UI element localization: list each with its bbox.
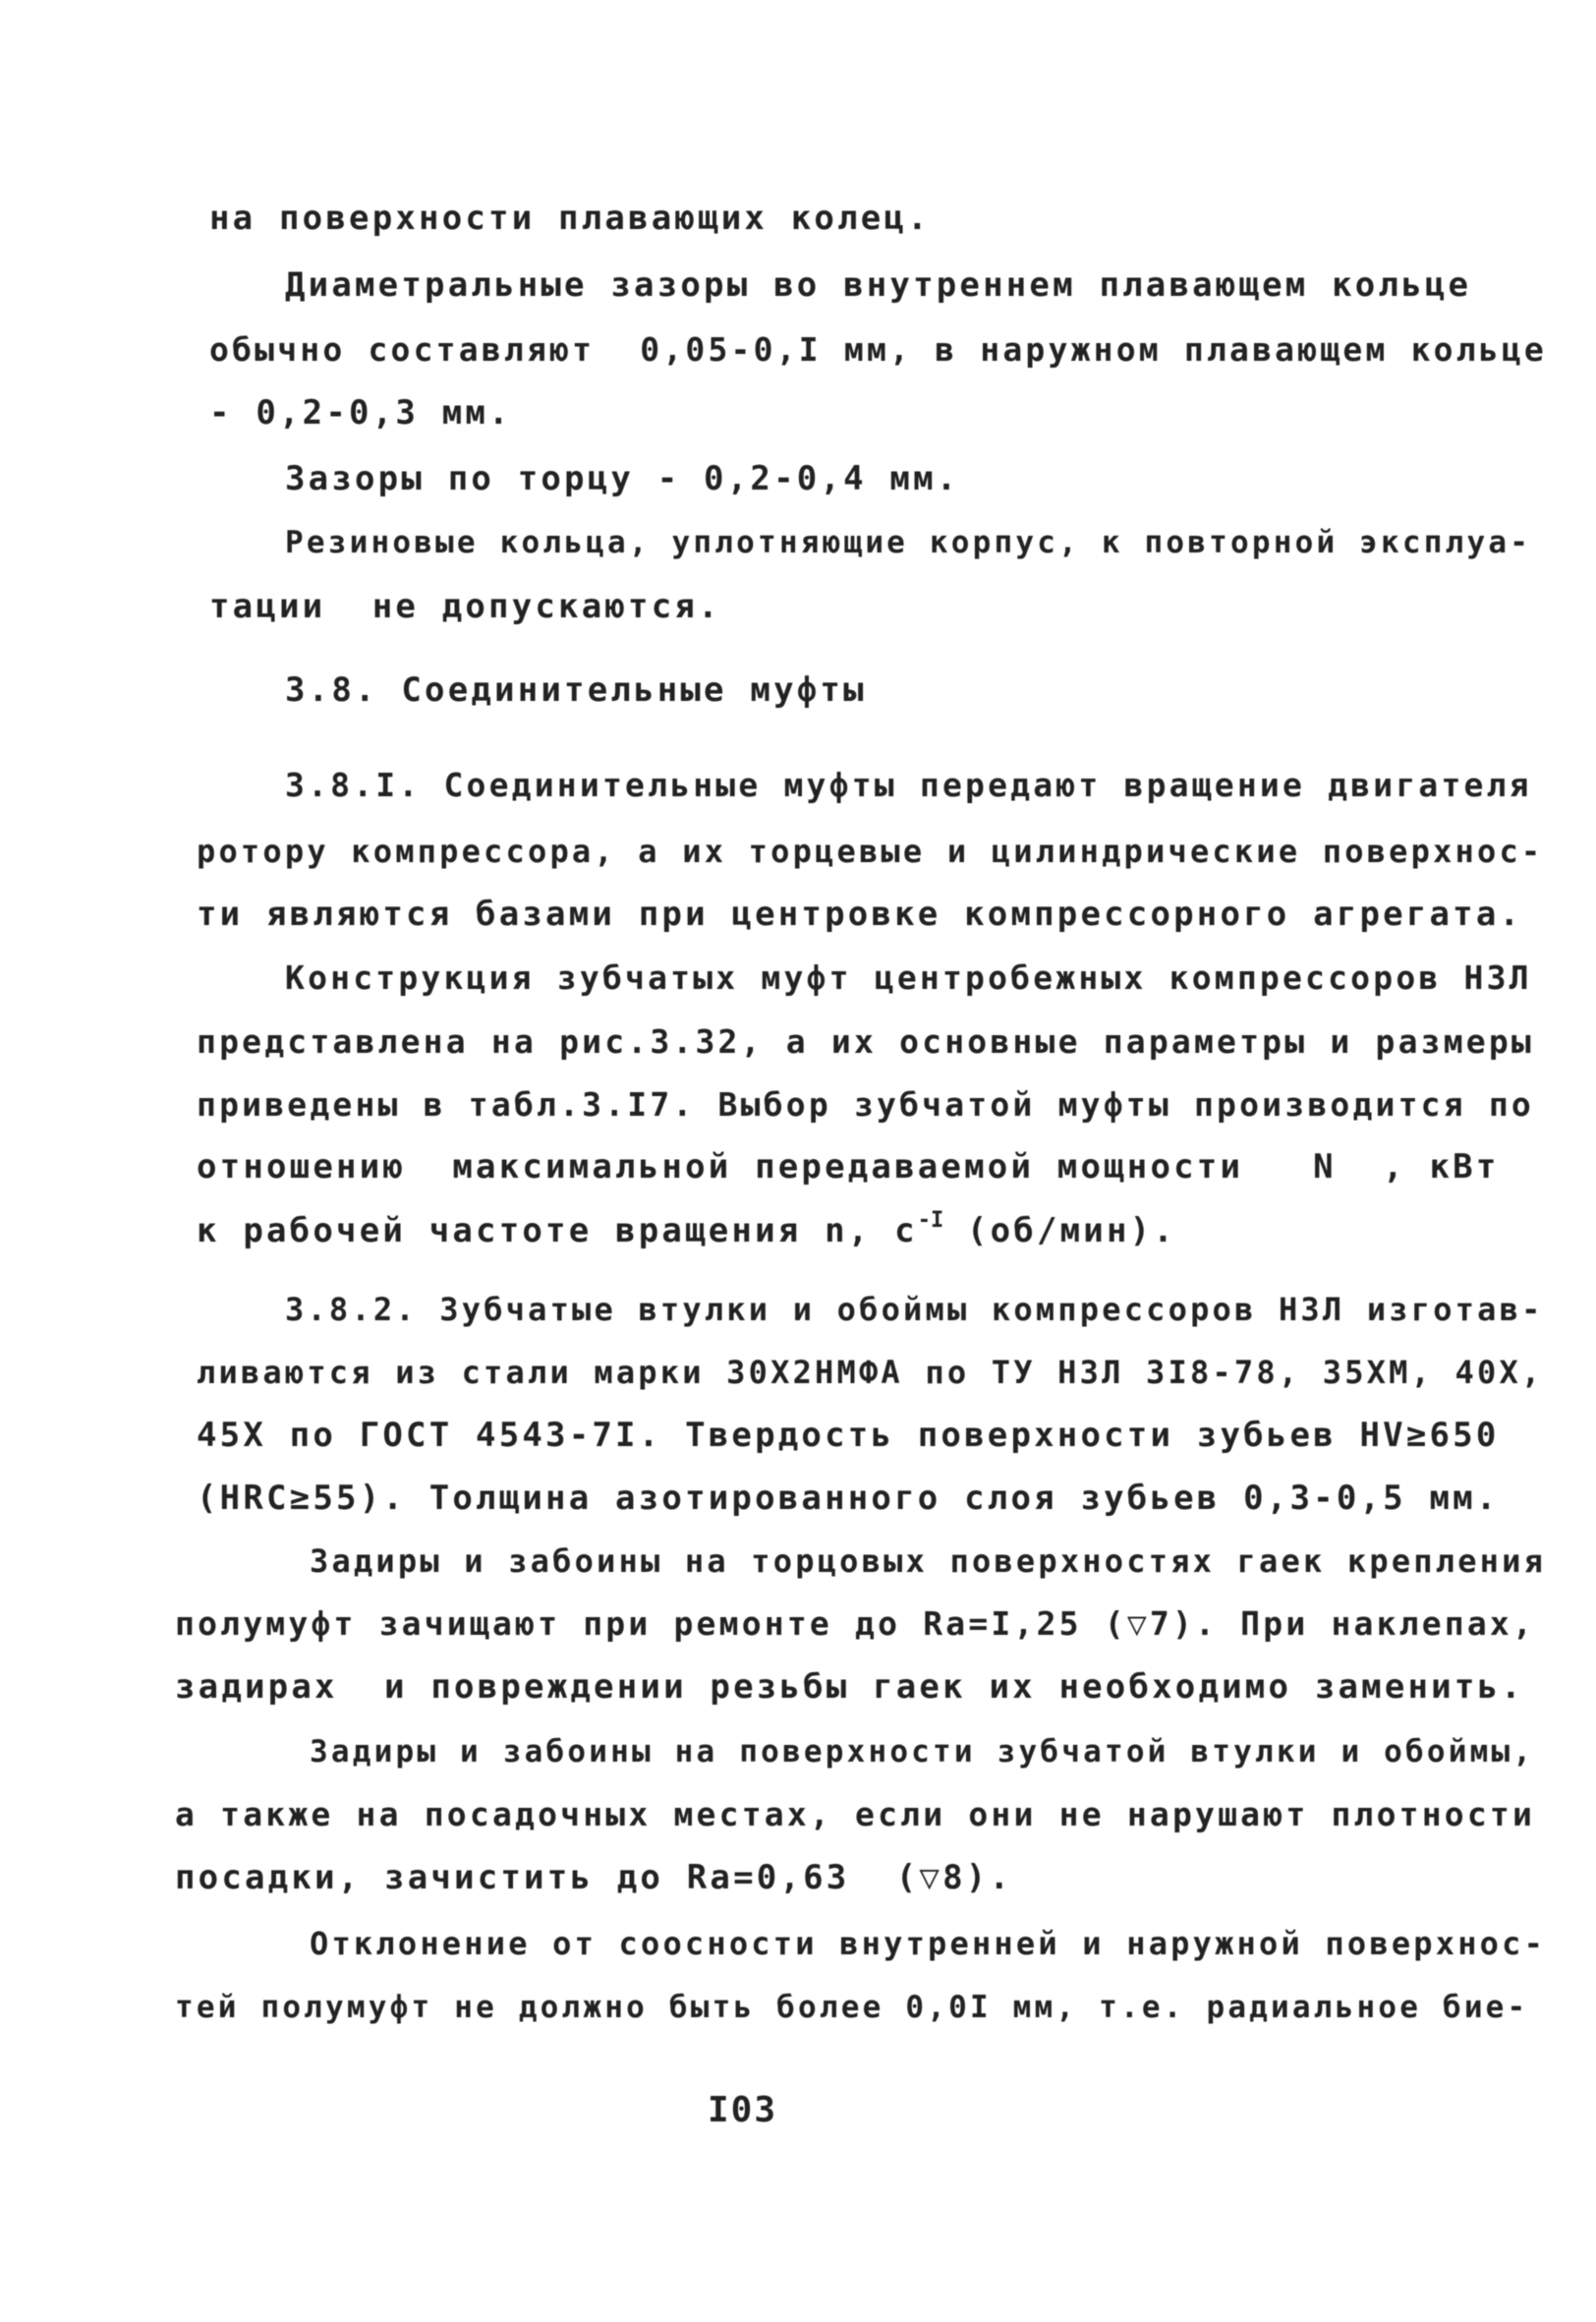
text-line: ливаются из стали марки 30Х2НМФА по ТУ НЗЛ 3I8-78, 35ХМ, 40Х,: [197, 1354, 1544, 1391]
text-line: (HRC≥55). Толщина азотированного слоя зубьев 0,3-0,5 мм.: [197, 1479, 1500, 1518]
text-line: Диаметральные зазоры во внутреннем плавающем кольце: [285, 265, 1472, 305]
text-line: Зазоры по торцу - 0,2-0,4 мм.: [285, 459, 960, 498]
text-line: полумуфт зачищают при ремонте до Ra=I,25 (▽7). При наклепах,: [175, 1604, 1536, 1643]
text-line: Конструкция зубчатых муфт центробежных компрессоров НЗЛ: [285, 958, 1532, 997]
text-line: посадки, зачистить до Ra=0,63 (▽8).: [175, 1858, 1013, 1897]
text-line: а также на посадочных местах, если они не нарушают плотности: [175, 1795, 1536, 1833]
text-line: задирах и повреждении резьбы гаек их необходимо заменить.: [175, 1667, 1524, 1707]
text-line: представлена на рис.3.32, а их основные параметры и размеры: [197, 1022, 1534, 1061]
text-line: Задиры и забоины на торцовых поверхностях гаек крепления: [310, 1542, 1547, 1580]
page-number: I03: [708, 2090, 778, 2130]
text-line: Резиновые кольца, уплотняющие корпус, к повторной эксплуа-: [285, 525, 1532, 560]
text-line: обычно составляют 0,05-0,I мм, в наружном плавающем кольце: [209, 330, 1547, 369]
text-line: Отклонение от соосности внутренней и наружной поверхнос-: [310, 1925, 1547, 1962]
exponent: -I: [917, 1208, 944, 1233]
text-line: тации не допускаются.: [209, 587, 721, 626]
text-line: приведены в табл.3.I7. Выбор зубчатой муфты производится по: [197, 1085, 1534, 1124]
text-line: ти являются базами при центровке компрессорного агрегата.: [197, 895, 1523, 934]
text-line: 3.8.2. Зубчатые втулки и обоймы компрессоров НЗЛ изготав-: [285, 1291, 1544, 1328]
text-line: на поверхности плавающих колец.: [209, 199, 931, 238]
text-line: [197, 1209, 1176, 1252]
text-line: тей полумуфт не должно быть более 0,0I мм, т.е. радиальное бие-: [175, 1990, 1529, 2025]
text-line-suffix: (об/мин).: [943, 1211, 1176, 1250]
text-line: 45Х по ГОСТ 4543-7I. Твердость поверхности зубьев HV≥650: [197, 1416, 1500, 1455]
section-heading: 3.8. Соединительные муфты: [285, 670, 867, 710]
text-line: ротору компрессора, а их торцевые и цилиндрические поверхнос-: [197, 833, 1544, 870]
text-line-main: к рабочей частоте вращения n, c: [197, 1211, 918, 1250]
text-line: 3.8.I. Соединительные муфты передают вращение двигателя: [285, 766, 1532, 804]
text-line: Задиры и забоины на поверхности зубчатой втулки и обоймы,: [310, 1734, 1535, 1770]
text-line: - 0,2-0,3 мм.: [209, 393, 512, 433]
text-line: отношению максимальной передаваемой мощности N , кВт: [197, 1147, 1500, 1187]
